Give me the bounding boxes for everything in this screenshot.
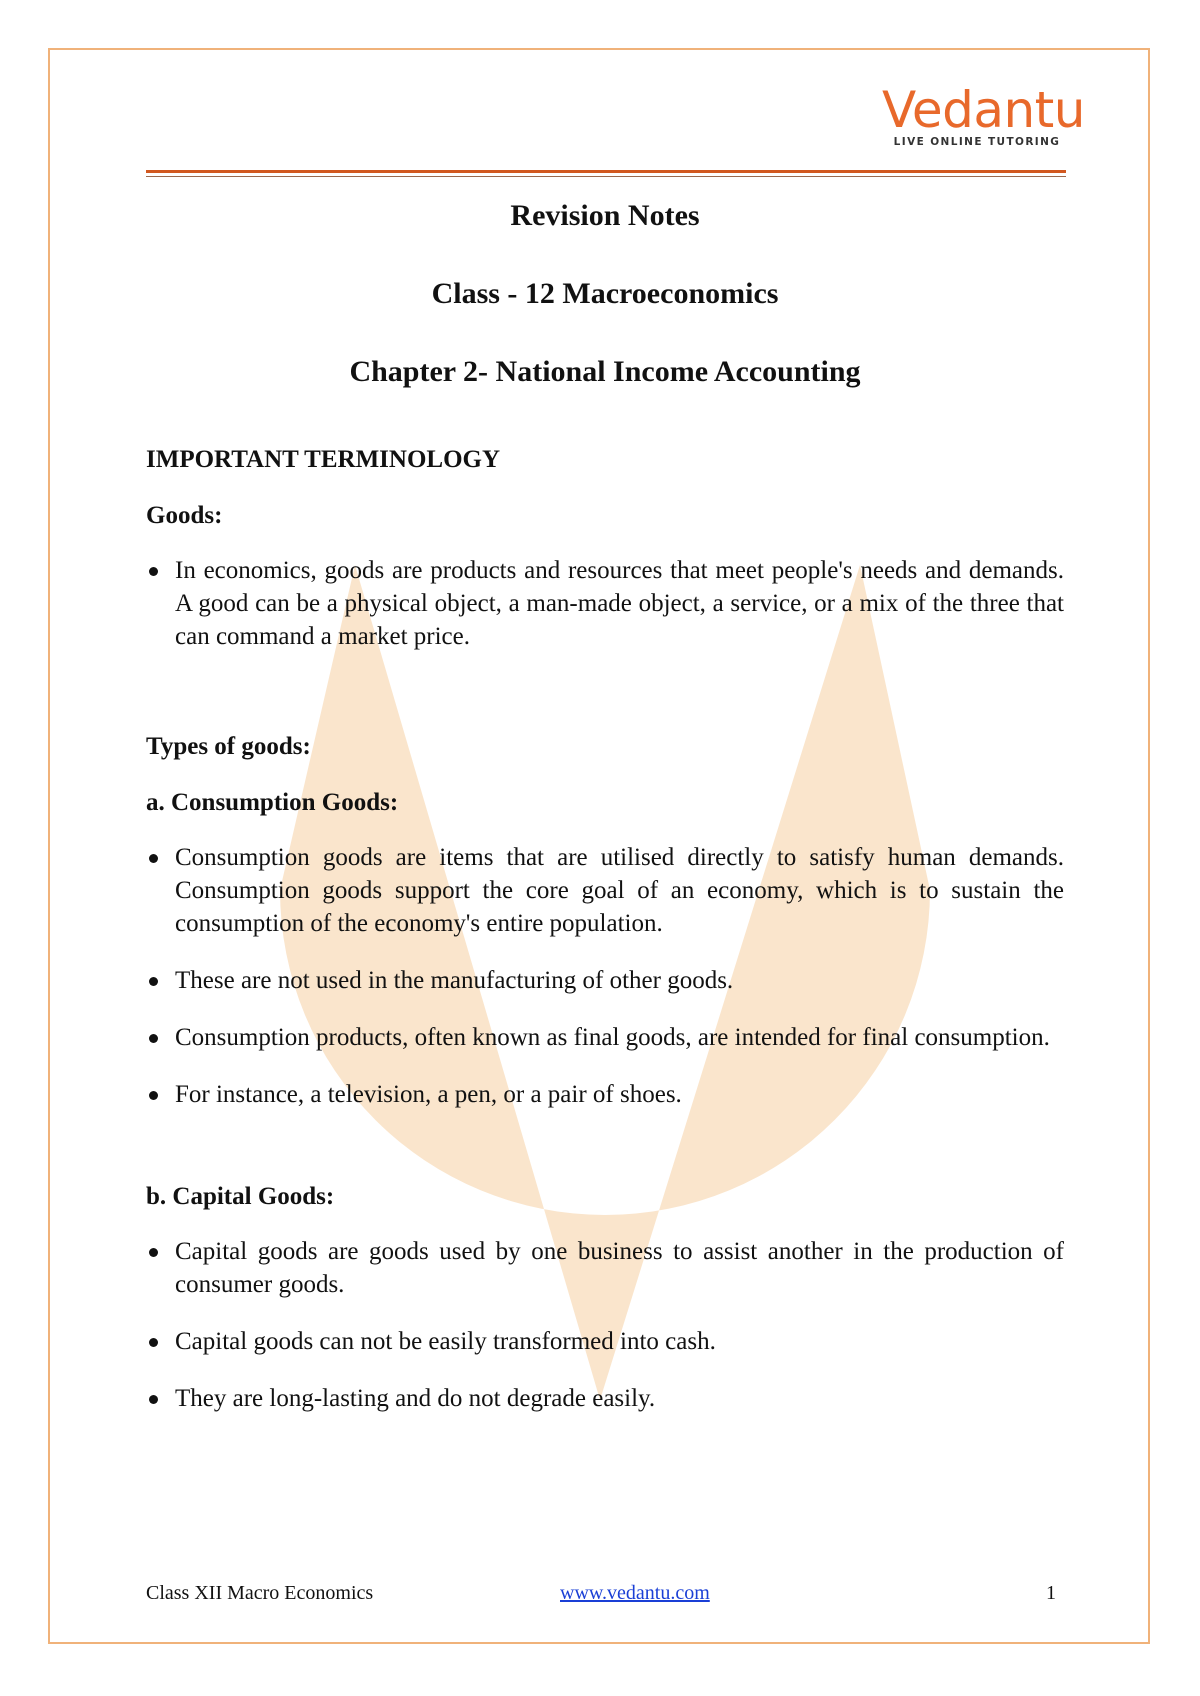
page-footer xyxy=(146,1582,1064,1612)
doc-chapter-title: Chapter 2- National Income Accounting xyxy=(349,355,861,388)
list-item: For instance, a television, a pen, or a pair of shoes. xyxy=(146,1078,1064,1111)
capital-bullet-list xyxy=(146,1235,1064,1415)
logo-wordmark: Vedantu xyxy=(882,81,1085,139)
document-body xyxy=(146,196,1064,1415)
section-heading-terminology: IMPORTANT TERMINOLOGY xyxy=(146,446,501,473)
consumption-bullet-list xyxy=(146,841,1064,1111)
footer-course-label: Class XII Macro Economics xyxy=(146,1582,374,1604)
doc-class-title: Class - 12 Macroeconomics xyxy=(431,277,779,310)
heading-types-of-goods: Types of goods: xyxy=(146,733,311,760)
list-item: Consumption products, often known as final goods, are intended for final consumption. xyxy=(146,1021,1064,1054)
heading-consumption-goods: a. Consumption Goods: xyxy=(146,789,399,816)
list-item: They are long-lasting and do not degrade easily. xyxy=(146,1382,1064,1415)
heading-capital-goods: b. Capital Goods: xyxy=(146,1183,335,1210)
header-rule-thin xyxy=(146,176,1066,177)
goods-bullet-list xyxy=(146,554,1064,653)
heading-goods: Goods: xyxy=(146,502,223,529)
list-item: Capital goods can not be easily transformed into cash. xyxy=(146,1325,1064,1358)
list-item: These are not used in the manufacturing of other goods. xyxy=(146,964,1064,997)
logo-tagline: LIVE ONLINE TUTORING xyxy=(893,136,1061,148)
header-rule xyxy=(146,170,1066,173)
page-number: 1 xyxy=(1046,1582,1056,1604)
doc-title: Revision Notes xyxy=(510,199,700,232)
list-item: Consumption goods are items that are utilised directly to satisfy human demands. Consumption goods support the core goal of an economy, which is to sustain the consumption of the economy's entire population. xyxy=(146,841,1064,940)
footer-website-link[interactable]: www.vedantu.com xyxy=(560,1582,710,1604)
list-item: Capital goods are goods used by one business to assist another in the production of consumer goods. xyxy=(146,1235,1064,1301)
vedantu-logo xyxy=(882,81,1085,148)
list-item: In economics, goods are products and resources that meet people's needs and demands. A good can be a physical object, a man-made object, a service, or a mix of the three that can command a market price. xyxy=(146,554,1064,653)
